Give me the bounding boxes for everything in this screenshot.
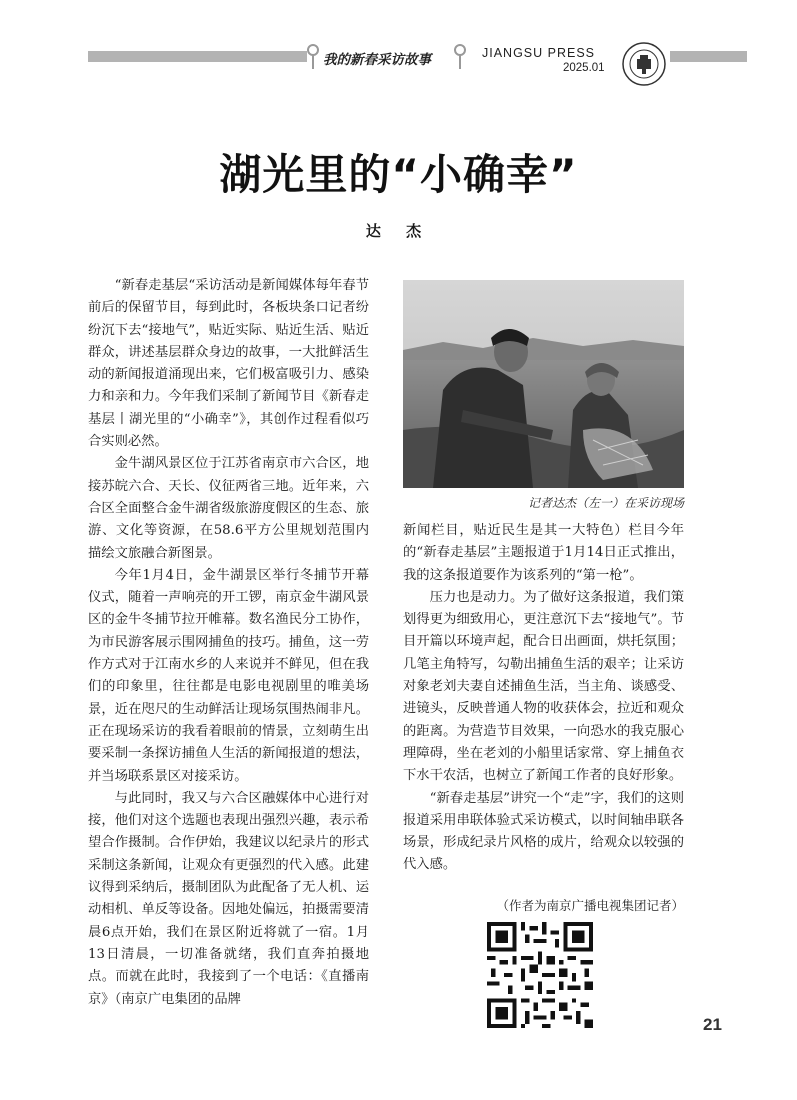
header-bar-left [88,51,307,62]
paragraph: 今年1月4日，金牛湖景区举行冬捕节开幕仪式，随着一声响亮的开工锣，南京金牛湖风景区的金牛冬捕节拉开帷幕。数名渔民分工协作，为市民游客展示围网捕鱼的技巧。捕鱼，这一劳作方式对于江南水乡的人来说并不鲜见，但在我们的印象里，往往都是电影电视剧里的唯美场景，近在咫尺的生动鲜活让现场氛围热闹非凡。正在现场采访的我看着眼前的情景，立刻萌生出要采制一条探访捕鱼人生活的新闻报道的想法，并当场联系景区对接采访。 [88,567,369,784]
pin-icon [454,44,466,70]
article-title: 湖光里的“小确幸” [219,150,578,199]
qr-code[interactable] [487,922,593,1028]
pin-icon [307,44,319,70]
paragraph: 新闻栏目，贴近民生是其一大特色）栏目今年的“新春走基层”主题报道于1月14日正式推出，我的这条报道要作为该系列的“第一枪”。 [403,523,684,583]
author-signature: （作者为南京广播电视集团记者） [496,898,684,913]
page-number: 21 [703,1015,722,1034]
section-title: 我的新春采访故事 [323,52,431,68]
paragraph: “新春走基层”讲究一个“走”字，我们的这则报道采用串联体验式采访模式，以时间轴串联各场景，形成纪录片风格的成片，给观众以较强的代入感。 [403,790,684,873]
paragraph: 金牛湖风景区位于江苏省南京市六合区，地接苏皖六合、天长、仪征两省三地。近年来，六合区全面整合金牛湖省级旅游度假区的生态、旅游、文化等资源，在58.6平方公里规划范围内描绘文旅融合新图景。 [88,456,369,561]
article-column-right [403,520,684,877]
paragraph: 与此同时，我又与六合区融媒体中心进行对接，他们对这个选题也表现出强烈兴趣，表示希望合作摄制。合作伊始，我建议以纪录片的形式采制这条新闻，让观众有更强烈的代入感。此建议得到采纳后，摄制团队为此配备了无人机、运动相机、单反等设备。因地处偏远，拍摄需要清晨6点开始，我们在景区附近将就了一宿。1月13日清晨，一切准备就绪，我们直奔拍摄地点。而就在此时，我接到了一个电话：《直播南京》（南京广电集团的品牌 [88,790,369,1007]
paragraph: “新春走基层“采访活动是新闻媒体每年春节前后的保留节目，每到此时，各板块条口记者纷纷沉下去“接地气”，贴近实际、贴近生活、贴近群众，讲述基层群众身边的故事，一大批鲜活生动的新闻报道涌现出来，它们极富吸引力、感染力和亲和力。今年我们采制了新闻节目《新春走基层丨湖光里的“小确幸”》，其创作过程看似巧合实则必然。 [88,278,369,450]
article-column-left [88,275,369,1011]
magazine-name: JIANGSU PRESS [482,46,596,60]
article-author: 达 杰 [365,222,432,240]
reporter-photo [403,280,684,488]
header-bar-right [670,51,747,62]
magazine-seal-logo [622,42,666,86]
photo-caption: 记者达杰（左一）在采访现场 [527,496,684,510]
issue-date: 2025.01 [563,62,605,74]
paragraph: 压力也是动力。为了做好这条报道，我们策划得更为细致用心，更注意沉下去“接地气”。节目开篇以环境声起，配合日出画面，烘托氛围；几笔主角特写，勾勒出捕鱼生活的艰辛；让采访对象老刘夫妻自述捕鱼生活，当主角、谈感受、进镜头，反映普通人物的收获体会，拉近和观众的距离。为营造节目效果，一向恐水的我克服心理障碍，坐在老刘的小船里话家常、穿上捕鱼衣下水干农活，也树立了新闻工作者的良好形象。 [403,589,684,784]
